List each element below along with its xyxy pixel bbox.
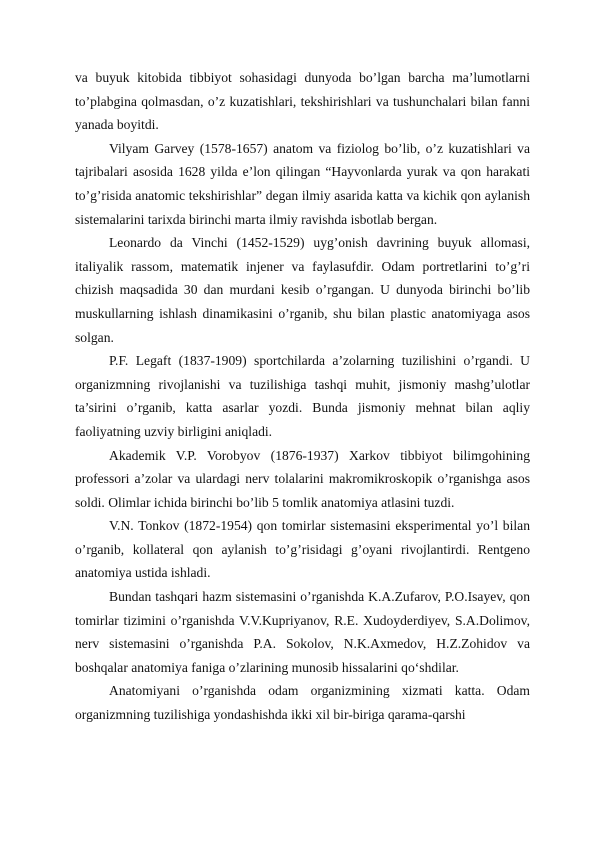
document-page: [75, 66, 530, 727]
paragraph-leonardo: Leonardo da Vinchi (1452-1529) uyg’onish davrining buyuk allomasi, italiyalik rassom, matematik injener va faylasufdir. Odam portretlarini to’g’ri chizish maqsadida 30 dan murdani kesib o’rgangan. U dunyoda birinchi bo’lib muskullarning ishlash dinamikasini o’rganib, shu bilan plastic anatomiyaga asos solgan.: [75, 235, 530, 345]
paragraph-contributors: Bundan tashqari hazm sistemasini o’rganishda K.A.Zufarov, P.O.Isayev, qon tomirlar tizimini o’rganishda V.V.Kupriyanov, R.E. Xudoyderdiyev, S.A.Dolimov, nerv sistemasini o’rganishda P.A. Sokolov, N.K.Axmedov, H.Z.Zohidov va boshqalar anatomiya faniga o’zlarining munosib hissalarini qo‘shdilar.: [75, 589, 530, 675]
paragraph-vorobyov: Akademik V.P. Vorobyov (1876-1937) Xarkov tibbiyot bilimgohining professori a’zolar va ulardagi nerv tolalarini makromikroskopik o’rganishga asos soldi. Olimlar ichida birinchi bo’lib 5 tomlik anatomiya atlasini tuzdi.: [75, 447, 530, 510]
paragraph-continuation: va buyuk kitobida tibbiyot sohasidagi dunyoda bo’lgan barcha ma’lumotlarni to’plabgina qolmasdan, o’z kuzatishlari, tekshirishlari va tushunchalari bilan fanni yanada boyitdi.: [75, 70, 530, 133]
paragraph-anatomy-study: Anatomiyani o’rganishda odam organizmining xizmati katta. Odam organizmning tuzilishiga yondashishda ikki xil bir-biriga qarama-qarshi: [75, 683, 530, 723]
paragraph-garvey: Vilyam Garvey (1578-1657) anatom va fiziolog bo’lib, o’z kuzatishlari va tajribalari asosida 1628 yilda e’lon qilingan “Hayvonlarda yurak va qon harakati to’g’risida anatomic tekshirishlar” degan ilmiy asarida katta va kichik qon aylanish sistemalarini tarixda birinchi marta ilmiy ravishda isbotlab bergan.: [75, 140, 530, 227]
paragraph-legaft: P.F. Legaft (1837-1909) sportchilarda a’zolarning tuzilishini o’rgandi. U organizmning rivojlanishi va tuzilishiga tashqi muhit, jismoniy mashg’ulotlar ta’sirini o’rganib, katta asarlar yozdi. Bunda jismoniy mehnat bilan aqliy faoliyatning uzviy birligini aniqladi.: [75, 353, 530, 439]
paragraph-tonkov: V.N. Tonkov (1872-1954) qon tomirlar sistemasini eksperimental yo’l bilan o’rganib, kollateral qon aylanish to’g’risidagi g’oyani rivojlantirdi. Rentgeno anatomiya ustida ishladi.: [75, 518, 530, 581]
